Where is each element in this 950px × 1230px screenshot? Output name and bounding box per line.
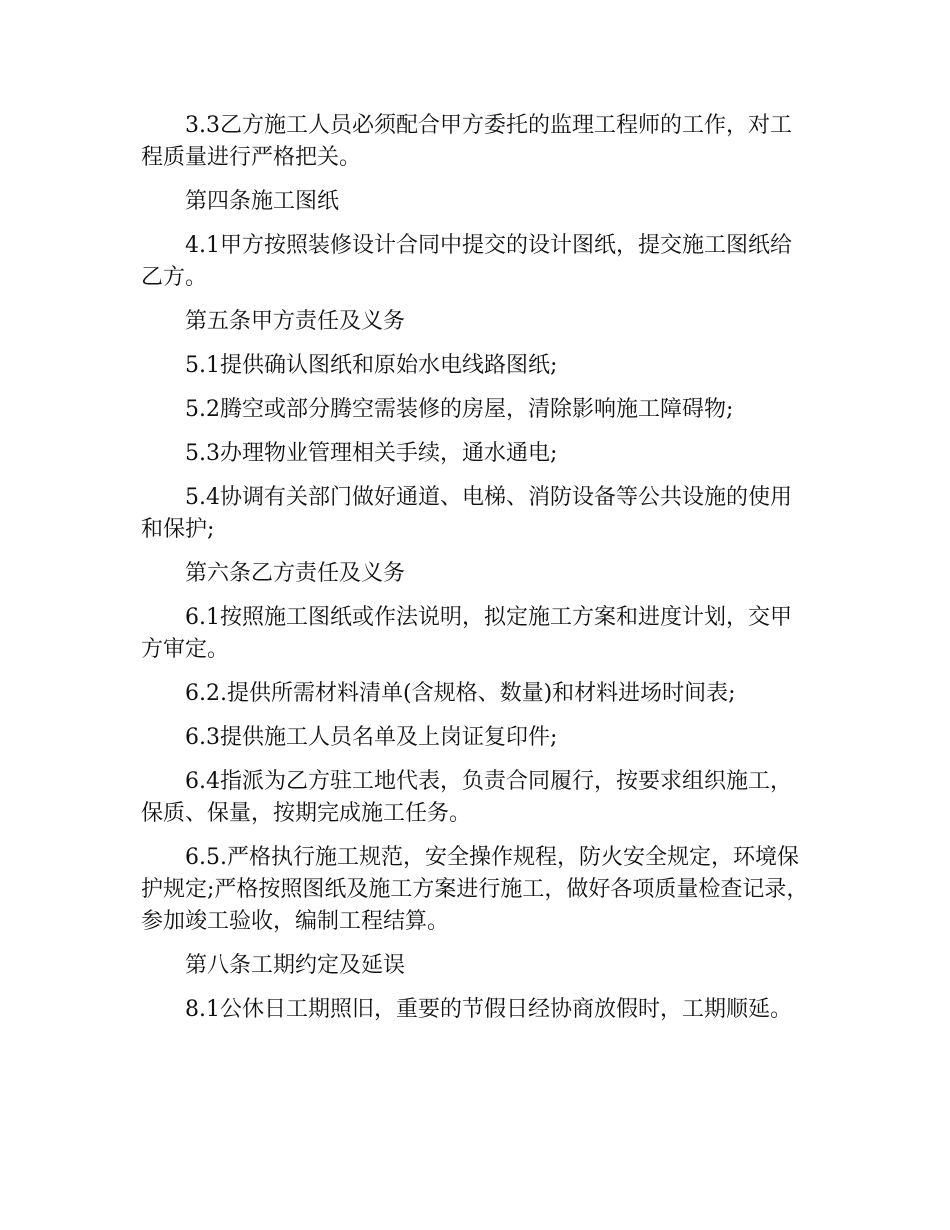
paragraph-6-3: 6.3提供施工人员名单及上岗证复印件; xyxy=(185,725,558,750)
paragraph-3-3: 3.3乙方施工人员必须配合甲方委托的监理工程师的工作，对工程质量进行严格把关。 xyxy=(141,113,792,170)
section-heading-6: 第六条乙方责任及义务 xyxy=(185,561,406,586)
paragraph-6-4: 6.4指派为乙方驻工地代表，负责合同履行，按要求组织施工，保质、保量，按期完成施工任务。 xyxy=(141,769,792,826)
section-heading-4: 第四条施工图纸 xyxy=(185,189,340,214)
paragraph-8-1: 8.1公休日工期照旧，重要的节假日经协商放假时，工期顺延。 xyxy=(185,997,792,1022)
paragraph-5-1: 5.1提供确认图纸和原始水电线路图纸; xyxy=(185,353,558,378)
paragraph-5-4: 5.4协调有关部门做好通道、电梯、消防设备等公共设施的使用和保护; xyxy=(141,485,792,542)
section-heading-8: 第八条工期约定及延误 xyxy=(185,953,406,978)
section-heading-5: 第五条甲方责任及义务 xyxy=(185,309,406,334)
paragraph-5-3: 5.3办理物业管理相关手续，通水通电; xyxy=(185,441,558,466)
paragraph-6-2: 6.2.提供所需材料清单(含规格、数量)和材料进场时间表; xyxy=(185,681,736,706)
paragraph-4-1: 4.1甲方按照装修设计合同中提交的设计图纸，提交施工图纸给乙方。 xyxy=(141,233,792,290)
paragraph-6-1: 6.1按照施工图纸或作法说明，拟定施工方案和进度计划，交甲方审定。 xyxy=(141,605,792,662)
paragraph-6-5: 6.5.严格执行施工规范，安全操作规程，防火安全规定，环境保护规定;严格按照图纸及施工方案进行施工，做好各项质量检查记录，参加竣工验收，编制工程结算。 xyxy=(141,845,809,934)
document-body xyxy=(141,110,813,1038)
paragraph-5-2: 5.2腾空或部分腾空需装修的房屋，清除影响施工障碍物; xyxy=(185,397,734,422)
